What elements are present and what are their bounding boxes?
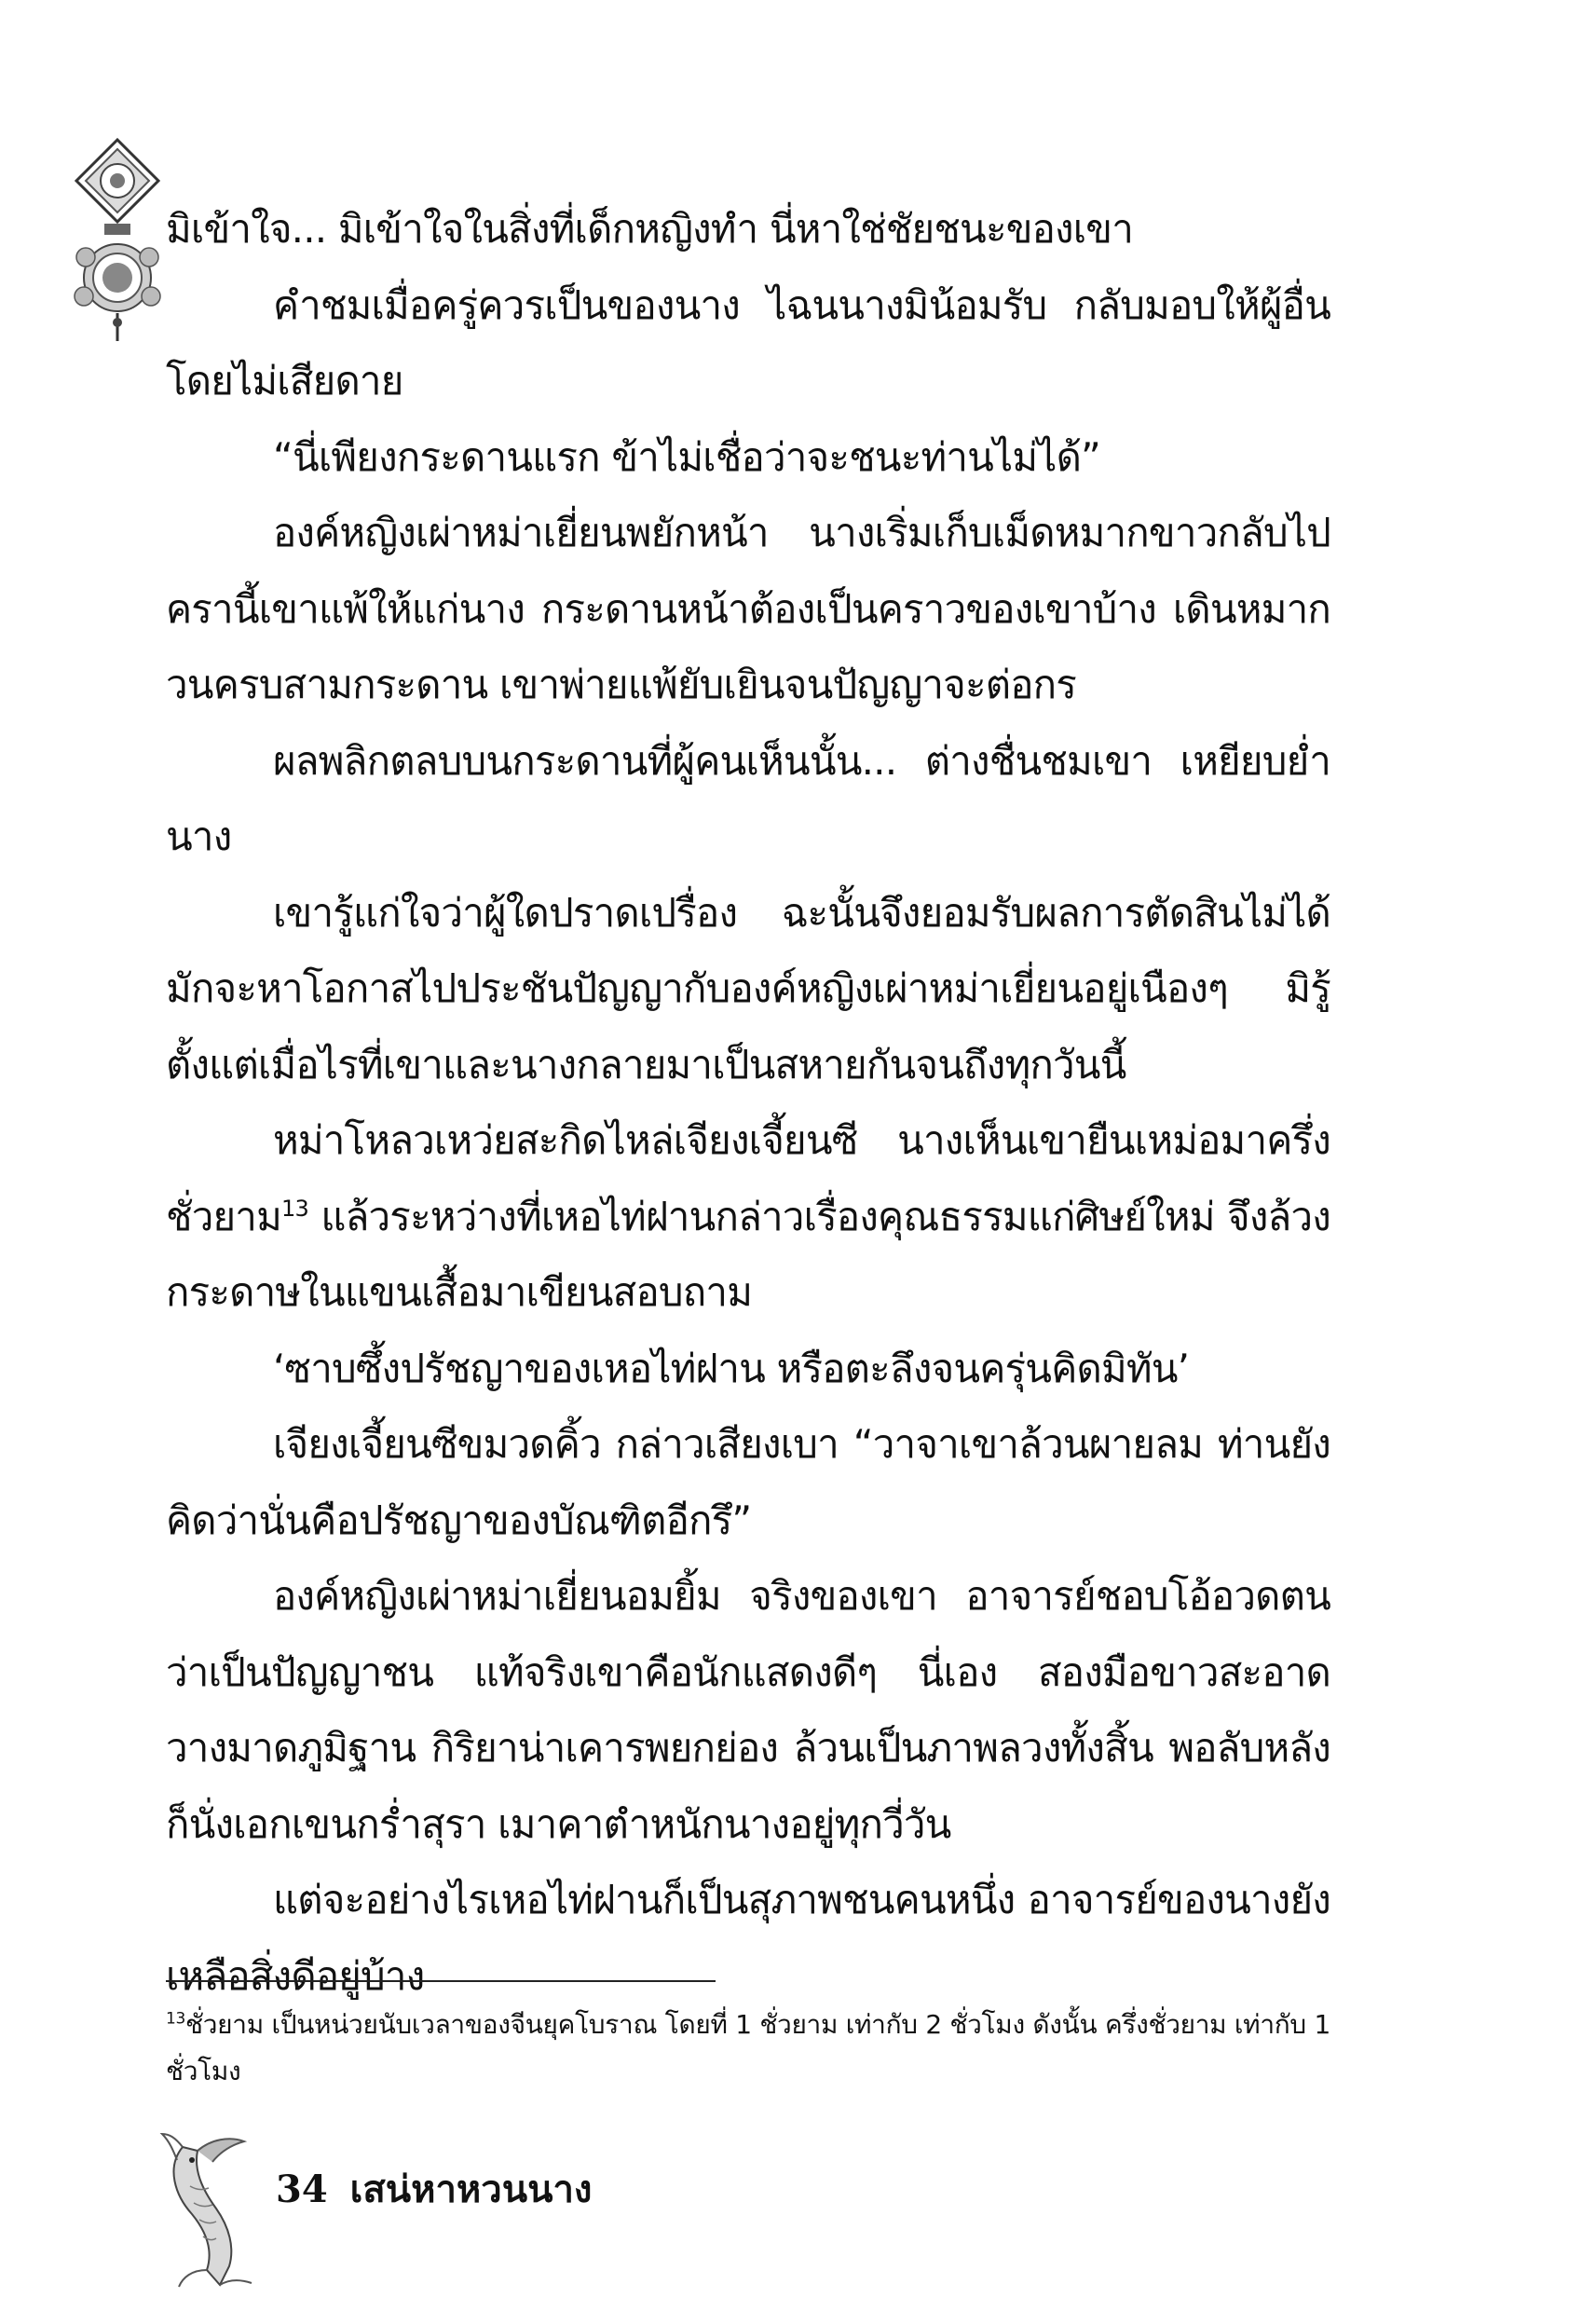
book-title: เสน่หาหวนนาง [349,2167,593,2211]
ornament-emblem-icon [61,138,173,343]
koi-fish-icon [155,2130,257,2289]
paragraph: องค์หญิงเผ่าหม่าเยี่ยนพยักหน้า นางเริ่มเก็บเม็ดหมากขาวกลับไป ครานี้เขาแพ้ให้แก่นาง กระดานหน้าต้องเป็นคราวของเขาบ้าง เดินหมากวนครบสามกระดาน เขาพ่ายแพ้ยับเยินจนปัญญาจะต่อกร [166,510,1330,707]
footnote [166,2002,1330,2095]
paragraph: คำชมเมื่อครู่ควรเป็นของนาง ไฉนนางมิน้อมรับ กลับมอบให้ผู้อื่นโดยไม่เสียดาย [166,281,1330,403]
footnote-divider [166,1980,716,1982]
body-text [166,191,1330,2014]
page-footer [276,2162,592,2218]
paragraph: “นี่เพียงกระดานแรก ข้าไม่เชื่อว่าจะชนะท่านไม่ได้” [273,433,1101,480]
footnote-marker: 13 [166,2009,186,2029]
paragraph: ‘ซาบซึ้งปรัชญาของเหอไท่ฝาน หรือตะลึงจนครุ่นคิดมิทัน’ [273,1345,1190,1391]
paragraph: แต่จะอย่างไรเหอไท่ฝานก็เป็นสุภาพชนคนหนึ่ง อาจารย์ของนางยังเหลือสิ่งดีอยู่บ้าง [166,1877,1330,1999]
paragraph: เขารู้แก่ใจว่าผู้ใดปราดเปรื่อง ฉะนั้นจึงยอมรับผลการตัดสินไม่ได้ มักจะหาโอกาสไปประชันปัญญากับองค์หญิงเผ่าหม่าเยี่ยนอยู่เนืองๆ มิรู้ตั้งแต่เมื่อไรที่เขาและนางกลายมาเป็นสหายกันจนถึงทุกวันนี้ [166,889,1330,1087]
paragraph: ผลพลิกตลบบนกระดานที่ผู้คนเห็นนั้น... ต่างชื่นชมเขา เหยียบย่ำนาง [166,737,1330,859]
paragraph-text: หม่าโหลวเหว่ยสะกิดไหล่เจียงเจี้ยนซี นางเห็นเขายืนเหม่อมาครึ่งชั่วยาม [166,1117,1330,1239]
paragraph-text: แล้วระหว่างที่เหอไท่ฝานกล่าวเรื่องคุณธรรมแก่ศิษย์ใหม่ จึงล้วงกระดาษในแขนเสื้อมาเขียนสอบถาม [166,1193,1330,1315]
footnote-reference[interactable]: 13 [280,1195,308,1222]
paragraph: เจียงเจี้ยนซีขมวดคิ้ว กล่าวเสียงเบา “วาจาเขาล้วนผายลม ท่านยังคิดว่านั่นคือปรัชญาของบัณฑิตอีกรึ” [166,1421,1330,1543]
page-number: 34 [276,2167,328,2211]
footnote-text: ชั่วยาม เป็นหน่วยนับเวลาของจีนยุคโบราณ โดยที่ 1 ชั่วยาม เท่ากับ 2 ชั่วโมง ดังนั้น ครึ่งชั่วยาม เท่ากับ 1 ชั่วโมง [166,2009,1331,2086]
paragraph-with-footnote [166,1102,1330,1331]
paragraph: มิเข้าใจ... มิเข้าใจในสิ่งที่เด็กหญิงทำ นี่หาใช่ชัยชนะของเขา [166,206,1133,252]
paragraph: องค์หญิงเผ่าหม่าเยี่ยนอมยิ้ม จริงของเขา อาจารย์ชอบโอ้อวดตนว่าเป็นปัญญาชน แท้จริงเขาคือนักแสดงดีๆ นี่เอง สองมือขาวสะอาด วางมาดภูมิฐาน กิริยาน่าเคารพยกย่อง ล้วนเป็นภาพลวงทั้งสิ้น พอลับหลังก็นั่งเอกเขนกร่ำสุรา เมาคาตำหนักนางอยู่ทุกวี่วัน [166,1573,1330,1847]
